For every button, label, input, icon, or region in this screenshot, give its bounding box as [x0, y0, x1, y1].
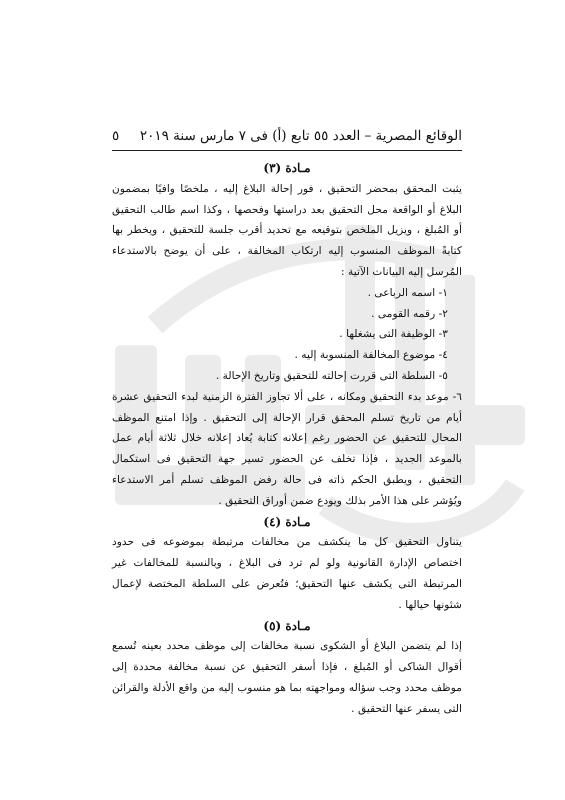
article-4-text: يتناول التحقيق كل ما ينكشف من مخالفات مرتبطة بموضوعه فى حدود اختصاص الإدارة القانونية ولو لم ترد فى البلاغ ، وبالنسبة للمخالفات غير المرتبطة التى يكشف عنها التحقيق؛ فتُعرض على السلطة المختصة لإعمال شئونها حيالها .: [112, 535, 462, 611]
article-4-title: مـادة (٤): [263, 514, 311, 529]
article-3-intro: يثبت المحقق بمحضر التحقيق ، فور إحالة البلاغ إليه ، ملخصًا وافيًا بمضمون البلاغ أو الواقعة محل التحقيق بعد دراستها وفحصها ، وكذا اسم طالب التحقيق أو المُبلغ ، ويزيل الملخص بتوقيعه مع تحديد أقرب جلسة للتحقيق ، ويخطر بها كتابةً الموظف المنسوب إليه ارتكاب المخالفة ، على أن يوضح بالاستدعاء المُرسل إليه البيانات الآتية :: [112, 181, 462, 278]
list-item: ٤- موضوع المخالفة المنسوبة إليه .: [294, 348, 448, 362]
article-5-title: مـادة (٥): [263, 618, 311, 633]
article-3-title: مـادة (٣): [263, 161, 311, 175]
article-5-text: إذا لم يتضمن البلاغ أو الشكوى نسبة مخالفات إلى موظف محدد بعينه تُسمع أقوال الشاكى أو المُبلغ ، فإذا أسفر التحقيق عن نسبة مخالفة محددة إلى موظف محدد وجب سؤاله ومواجهته بما هو منسوب إليه من واقع الأدلة والقرائن التى يسفر عنها التحقيق .: [112, 639, 462, 715]
article-3-item-6: ٦- موعد بدء التحقيق ومكانه ، على ألا تجاوز الفترة الزمنية لبدء التحقيق عشرة أيام من تاريخ تسلم المحقق قرار الإحالة إلى التحقيق . وإذا امتنع الموظف المحال للتحقيق عن الحضور رغم إعلانه كتابة يُعاد إعلانه خلال ثلاثة أيام عمل بالموعد الجديد ، فإذا تخلف عن الحضور تسير جهة التحقيق فى استكمال التحقيق ، ويطبق الحكم ذاته فى حالة رفض الموظف تسلم أمر الاستدعاء ويُؤشر على هذا الأمر بذلك ويودع ضمن أوراق التحقيق .: [112, 389, 462, 507]
list-item: ٢- رقمه القومى .: [371, 306, 448, 320]
list-item: ٣- الوظيفة التى يشغلها .: [339, 327, 448, 341]
document-body: [112, 158, 462, 720]
header-title: الوقائع المصرية – العدد ٥٥ تابع (أ) فى ٧ مارس سنة ٢٠١٩: [139, 128, 462, 144]
header-divider: [112, 150, 462, 151]
list-item: ٥- السلطة التى قررت إحالته للتحقيق وتاريخ الإحالة .: [215, 368, 448, 382]
list-item: ١- اسمه الرباعى .: [367, 285, 448, 299]
running-header: [112, 128, 462, 148]
page-number: ٥: [112, 128, 120, 144]
